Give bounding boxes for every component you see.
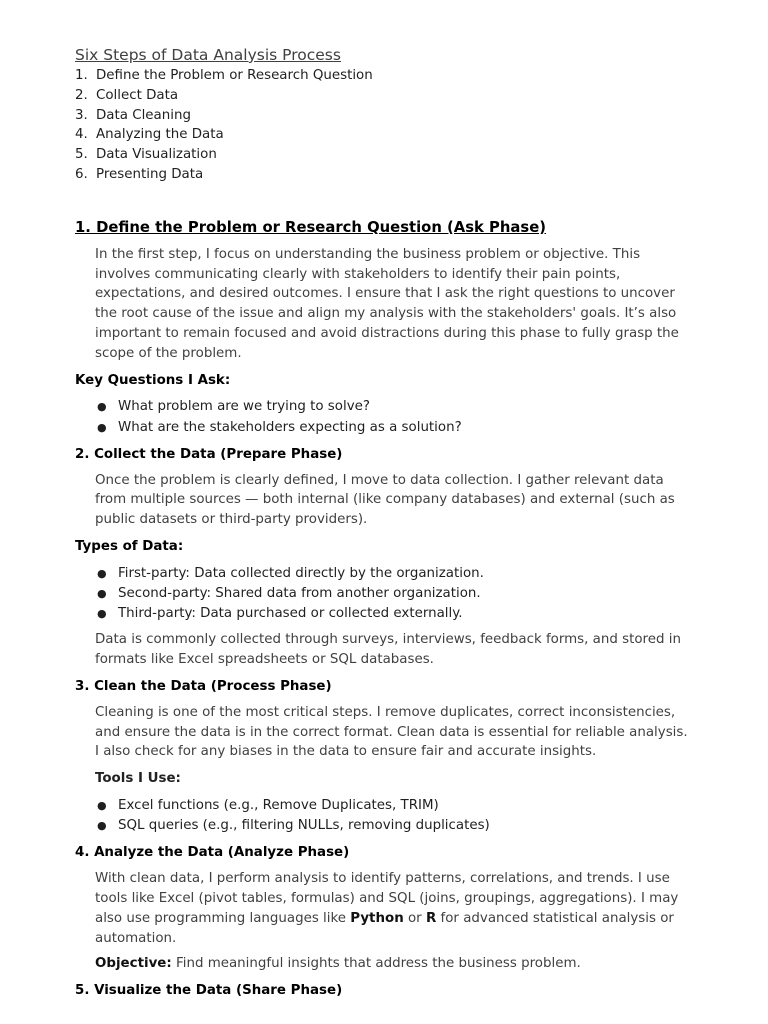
bullet-icon: ● — [97, 798, 107, 812]
list-item: 6. Presenting Data — [75, 166, 204, 182]
list-item: 4. Analyzing the Data — [75, 127, 224, 143]
subheading-types-of-data: Types of Data: — [75, 538, 184, 554]
section-heading-process: 3. Clean the Data (Process Phase) — [75, 678, 332, 694]
bullet-icon: ● — [97, 819, 107, 833]
bullet-icon: ● — [97, 566, 107, 580]
section-heading-analyze: 4. Analyze the Data (Analyze Phase) — [75, 845, 350, 861]
bullet-list — [75, 564, 695, 625]
bullet-icon: ● — [97, 400, 107, 414]
bullet-icon: ● — [97, 420, 107, 434]
objective-line: Objective: Find meaningful insights that address the business problem. — [95, 956, 581, 972]
bullet-icon: ● — [97, 607, 107, 621]
list-item: 2. Collect Data — [75, 87, 179, 103]
section-paragraph: With clean data, I perform analysis to identify patterns, correlations, and trends. I use tools like Excel (pivot tables, formulas) and SQL (joins, groupings, aggregations). I may also use programming languages like Python or R for advanced statistical analysis or automation. — [95, 871, 679, 946]
subheading-key-questions: Key Questions I Ask: — [75, 372, 231, 388]
section-heading-prepare: 2. Collect the Data (Prepare Phase) — [75, 446, 343, 462]
list-item: ● Excel functions (e.g., Remove Duplicates, TRIM) — [75, 796, 695, 816]
steps-list — [75, 66, 695, 185]
list-item: 3. Data Cleaning — [75, 107, 191, 123]
document-title: Six Steps of Data Analysis Process — [75, 46, 341, 64]
list-item: ● Second-party: Shared data from another organization. — [75, 584, 695, 604]
list-item: 1. Define the Problem or Research Question — [75, 68, 373, 83]
section-heading-share: 5. Visualize the Data (Share Phase) — [75, 983, 343, 999]
section-paragraph: Cleaning is one of the most critical steps. I remove duplicates, correct inconsistencies, and ensure the data is in the correct format. Clean data is essential for reliable analysis. I also check for any biases in the data to ensure fair and accurate insights. — [95, 704, 688, 760]
section-heading-ask: 1. Define the Problem or Research Question (Ask Phase) — [75, 218, 547, 236]
bullet-list — [75, 796, 695, 836]
bullet-icon: ● — [97, 586, 107, 600]
list-item: ● Third-party: Data purchased or collected externally. — [75, 604, 695, 624]
document-page — [75, 44, 695, 1001]
subheading-tools: Tools I Use: — [95, 771, 181, 787]
bullet-list — [75, 397, 695, 437]
list-item: 5. Data Visualization — [75, 147, 217, 163]
list-item: ● First-party: Data collected directly by the organization. — [75, 564, 695, 584]
list-item: ● SQL queries (e.g., filtering NULLs, removing duplicates) — [75, 816, 695, 836]
section-paragraph: Once the problem is clearly defined, I move to data collection. I gather relevant data from multiple sources — both internal (like company databases) and external (such as public datasets or third-party providers). — [95, 472, 675, 528]
list-item: ● What are the stakeholders expecting as a solution? — [75, 418, 695, 438]
list-item: ● What problem are we trying to solve? — [75, 397, 695, 417]
section-paragraph: In the first step, I focus on understanding the business problem or objective. This involves communicating clearly with stakeholders to identify their pain points, expectations, and desired outcomes. I ensure that I ask the right questions to uncover the root cause of the issue and align my analysis with the stakeholders' goals. It’s also important to remain focused and avoid distractions during this phase to fully grasp the scope of the problem. — [95, 246, 679, 361]
section-paragraph: Data is commonly collected through surveys, interviews, feedback forms, and stored in formats like Excel spreadsheets or SQL databases. — [95, 632, 681, 668]
